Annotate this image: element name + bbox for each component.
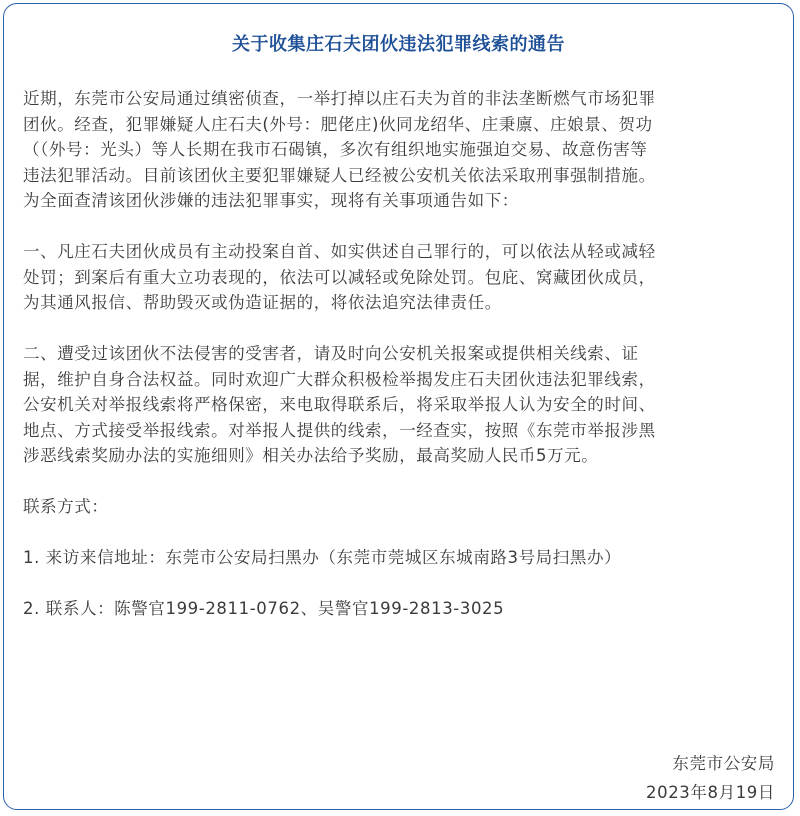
item-two-line: 据，维护自身合法权益。同时欢迎广大群众积极检举揭发庄石夫团伙违法犯罪线索， xyxy=(23,369,656,389)
item-two-line: 公安机关对举报线索将严格保密，来电取得联系后，将采取举报人认为安全的时间、 xyxy=(23,395,656,414)
intro-line: （（外号：光头）等人长期在我市石碣镇，多次有组织地实施强迫交易、故意伤害等 xyxy=(23,140,648,159)
intro-line: 近期，东莞市公安局通过缜密侦查，一举打掉以庄石夫为首的非法垄断燃气市场犯罪 xyxy=(23,89,656,108)
contact-persons-text: 2. 联系人：陈警官199-2811-0762、吴警官199-2813-3025 xyxy=(23,599,505,618)
contact-heading xyxy=(23,494,791,520)
intro-line: 为全面查清该团伙涉嫌的违法犯罪事实，现将有关事项通告如下： xyxy=(23,191,519,210)
intro-paragraph xyxy=(23,86,791,214)
item-one-line: 处罚；到案后有重大立功表现的，依法可以减轻或免除处罚。包庇、窝藏团伙成员， xyxy=(23,267,656,287)
notice-frame xyxy=(3,3,794,810)
contact-address xyxy=(23,545,791,571)
contact-heading-text: 联系方式： xyxy=(23,497,109,516)
notice-title: 关于收集庄石夫团伙违法犯罪线索的通告 xyxy=(232,34,565,55)
signature-block xyxy=(646,749,775,807)
item-two-paragraph xyxy=(23,341,791,469)
item-two-line: 二、遭受过该团伙不法侵害的受害者，请及时向公安机关报案或提供相关线索、证 xyxy=(23,344,639,363)
signature-org: 东莞市公安局 xyxy=(672,754,775,773)
item-two-line: 涉恶线索奖励办法的实施细则》相关办法给予奖励，最高奖励人民币5万元。 xyxy=(23,446,599,465)
contact-address-text: 1. 来访来信地址：东莞市公安局扫黑办（东莞市莞城区东城南路3号局扫黑办） xyxy=(23,548,622,567)
signature-date: 2023年8月19日 xyxy=(646,783,775,802)
contact-persons xyxy=(23,596,791,622)
item-one-paragraph xyxy=(23,239,791,316)
item-one-line: 为其通风报信、帮助毁灭或伪造证据的，将依法追究法律责任。 xyxy=(23,293,502,312)
item-two-line: 地点、方式接受举报线索。对举报人提供的线索，一经查实，按照《东莞市举报涉黑 xyxy=(23,420,656,440)
intro-line: 团伙。经查，犯罪嫌疑人庄石夫(外号：肥佬庄)伙同龙绍华、庄秉廪、庄娘景、贺功 xyxy=(23,114,653,134)
item-one-line: 一、凡庄石夫团伙成员有主动投案自首、如实供述自己罪行的，可以依法从轻或减轻 xyxy=(23,242,656,261)
notice-body xyxy=(23,86,791,622)
intro-line: 违法犯罪活动。目前该团伙主要犯罪嫌疑人已经被公安机关依法采取刑事强制措施。 xyxy=(23,165,656,185)
